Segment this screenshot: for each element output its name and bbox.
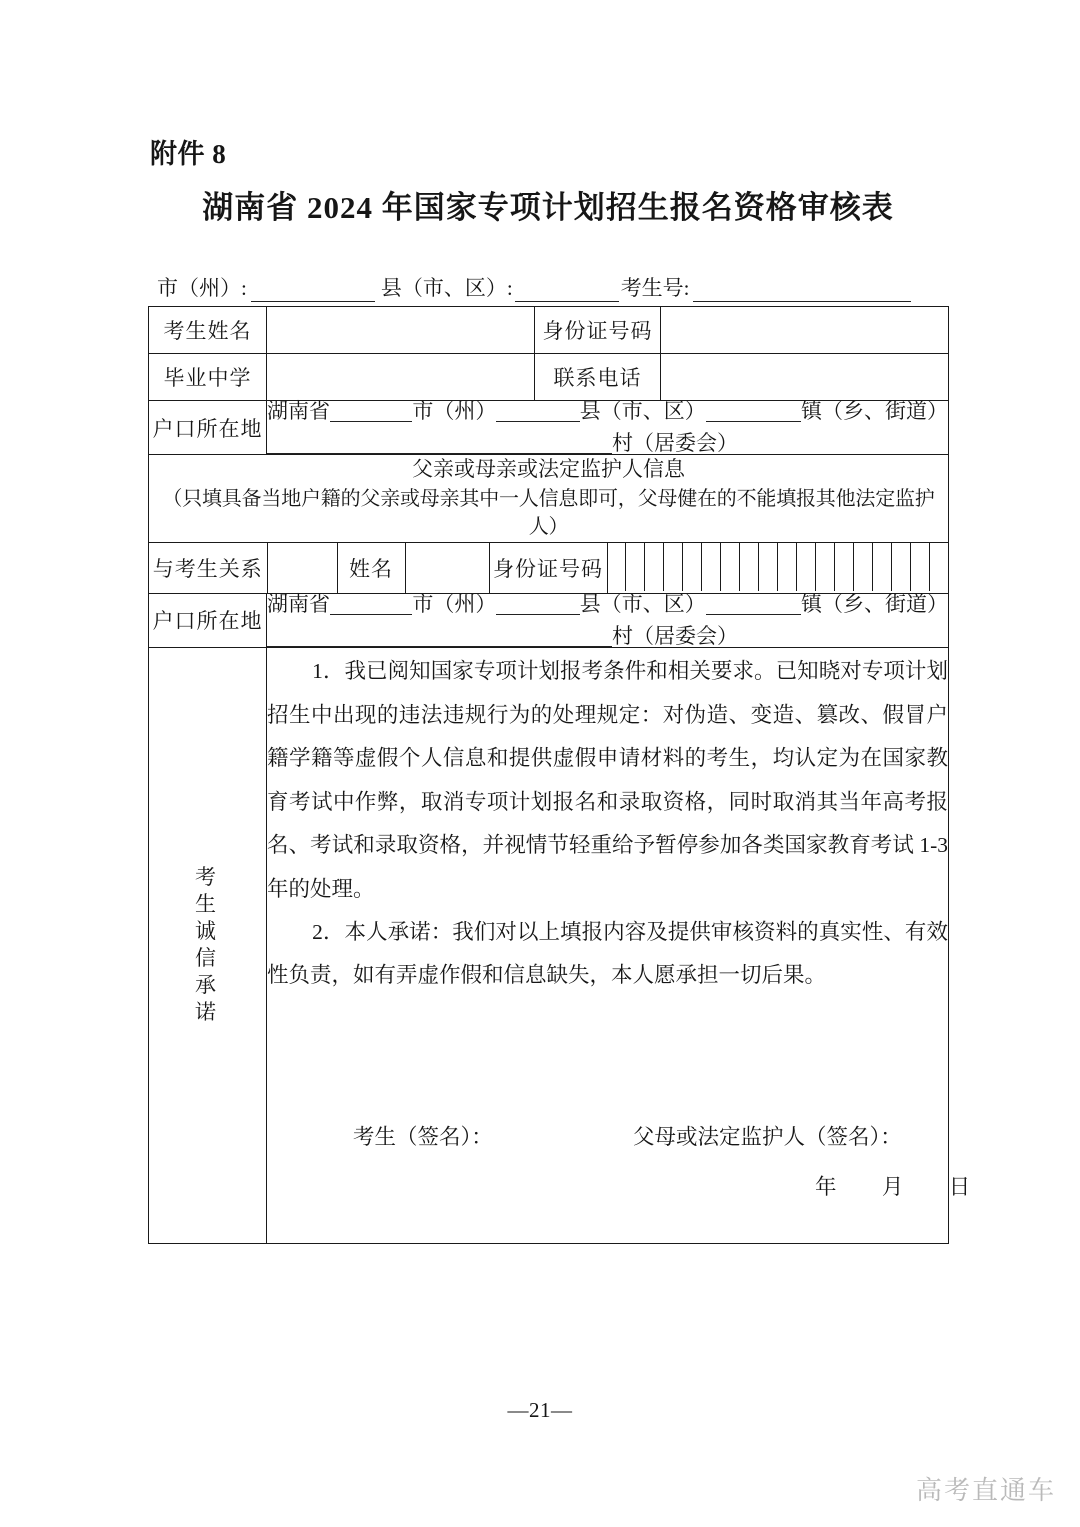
city-label: 市（州）:: [157, 276, 247, 300]
table-row: [149, 542, 949, 593]
student-id-label: 身份证号码: [535, 307, 661, 354]
pledge-item-1: 1．我已阅知国家专项计划报考条件和相关要求。已知晓对专项计划招生中出现的违法违规行为的处理规定：对伪造、变造、篡改、假冒户籍学籍等虚假个人信息和提供虚假申请材料的考生，均认定为在国家教育考试中作弊，取消专项计划报名和录取资格，同时取消其当年高考报名、考试和录取资格，并视情节轻重给予暂停参加各类国家教育考试 1-3 年的处理。: [267, 659, 948, 901]
watermark: 高考直通车: [915, 1475, 1056, 1505]
pledge-item-2: 2．本人承诺：我们对以上填报内容及提供审核资料的真实性、有效性负责，如有弄虚作假和信息缺失，本人愿承担一切后果。: [267, 919, 948, 988]
id-digit-cell[interactable]: [626, 543, 645, 591]
id-digit-cell[interactable]: [702, 543, 721, 591]
id-digit-cell[interactable]: [797, 543, 816, 591]
table-row: [149, 455, 949, 543]
id-digit-cell[interactable]: [778, 543, 797, 591]
parent-id-label: 身份证号码: [489, 543, 607, 593]
guardian-signature-label[interactable]: 父母或法定监护人（签名）：: [633, 1124, 902, 1149]
pledge-vertical-label: 考生诚信承诺: [195, 865, 220, 1024]
relation-label: 与考生关系: [149, 543, 267, 593]
phone-label: 联系电话: [535, 354, 661, 401]
page-title: 湖南省 2024 年国家专项计划招生报名资格审核表: [202, 190, 894, 225]
parent-band-line2: （只填具备当地户籍的父亲或母亲其中一人信息即可，父母健在的不能填报其他法定监护人）: [162, 487, 935, 539]
parent-id-digit-grid[interactable]: [607, 543, 948, 593]
household-village-blank[interactable]: [267, 436, 612, 454]
parent-band-line1: 父亲或母亲或法定监护人信息: [412, 457, 685, 481]
household-town-blank[interactable]: [706, 404, 801, 422]
parent-identity-row: [149, 543, 948, 593]
household-city-label: 市（州）: [412, 399, 497, 423]
eligibility-form-table: [148, 306, 991, 1244]
id-digit-cell[interactable]: [873, 543, 892, 591]
id-digit-cell[interactable]: [759, 543, 778, 591]
parent-household-village-blank[interactable]: [267, 629, 612, 647]
household-city-blank[interactable]: [330, 404, 412, 422]
table-row: [149, 307, 949, 354]
household-county-blank[interactable]: [496, 404, 579, 422]
household-village-label: 村（居委会）: [612, 431, 738, 455]
parent-household-town-blank[interactable]: [706, 597, 801, 615]
table-row: [149, 593, 949, 647]
student-household-address[interactable]: [267, 401, 949, 455]
parent-household-town-label: 镇（乡、街道）: [801, 591, 948, 616]
parent-household-label: 户口所在地: [149, 593, 267, 647]
page-number: —21—: [507, 1398, 573, 1422]
phone-field[interactable]: [661, 354, 949, 401]
parent-household-city-label: 市（州）: [412, 591, 497, 616]
relation-field[interactable]: [267, 543, 337, 593]
pledge-body: [267, 647, 991, 1243]
household-county-label: 县（市、区）: [579, 399, 706, 423]
table-row: [149, 401, 949, 455]
signature-date-label[interactable]: 年 月 日: [815, 1174, 991, 1199]
parent-household-county-blank[interactable]: [496, 597, 579, 615]
id-digit-cell[interactable]: [645, 543, 664, 591]
id-digit-cell[interactable]: [683, 543, 702, 591]
school-field[interactable]: [267, 354, 535, 401]
id-digit-cell[interactable]: [721, 543, 740, 591]
parent-household-province-label: 湖南省: [267, 591, 330, 616]
student-signature-label[interactable]: 考生（签名）：: [353, 1124, 493, 1149]
id-digit-cell[interactable]: [608, 543, 627, 591]
id-digit-cell[interactable]: [892, 543, 911, 591]
exam-no-blank[interactable]: [693, 283, 911, 302]
signature-area: [267, 1120, 991, 1240]
county-label: 县（市、区）:: [380, 276, 513, 300]
household-town-label: 镇（乡、街道）: [801, 399, 948, 423]
parent-household-address[interactable]: [267, 593, 949, 647]
city-blank[interactable]: [251, 283, 375, 302]
id-digit-cell[interactable]: [740, 543, 759, 591]
table-row: [149, 647, 949, 1243]
meta-blanks-line: [157, 272, 952, 302]
school-label: 毕业中学: [149, 354, 267, 401]
id-digit-cell[interactable]: [930, 543, 948, 591]
id-digit-cell[interactable]: [854, 543, 873, 591]
county-blank[interactable]: [515, 283, 619, 302]
student-name-field[interactable]: [267, 307, 535, 354]
pledge-vertical-label-cell: [149, 647, 267, 1243]
exam-no-label: 考生号:: [620, 276, 690, 300]
table-row: [149, 354, 949, 401]
student-id-field[interactable]: [661, 307, 949, 354]
parent-household-village-label: 村（居委会）: [612, 623, 738, 648]
student-household-label: 户口所在地: [149, 401, 267, 455]
parent-name-field[interactable]: [405, 543, 489, 593]
parent-info-band: [149, 455, 949, 543]
id-digit-cell[interactable]: [911, 543, 930, 591]
parent-household-city-blank[interactable]: [330, 597, 412, 615]
parent-name-label: 姓名: [337, 543, 405, 593]
parent-household-county-label: 县（市、区）: [579, 591, 706, 616]
household-province-label: 湖南省: [267, 399, 330, 423]
student-name-label: 考生姓名: [149, 307, 267, 354]
id-digit-cell[interactable]: [835, 543, 854, 591]
attachment-label: 附件 8: [150, 139, 227, 169]
id-digit-cell[interactable]: [664, 543, 683, 591]
id-digit-cell[interactable]: [816, 543, 835, 591]
